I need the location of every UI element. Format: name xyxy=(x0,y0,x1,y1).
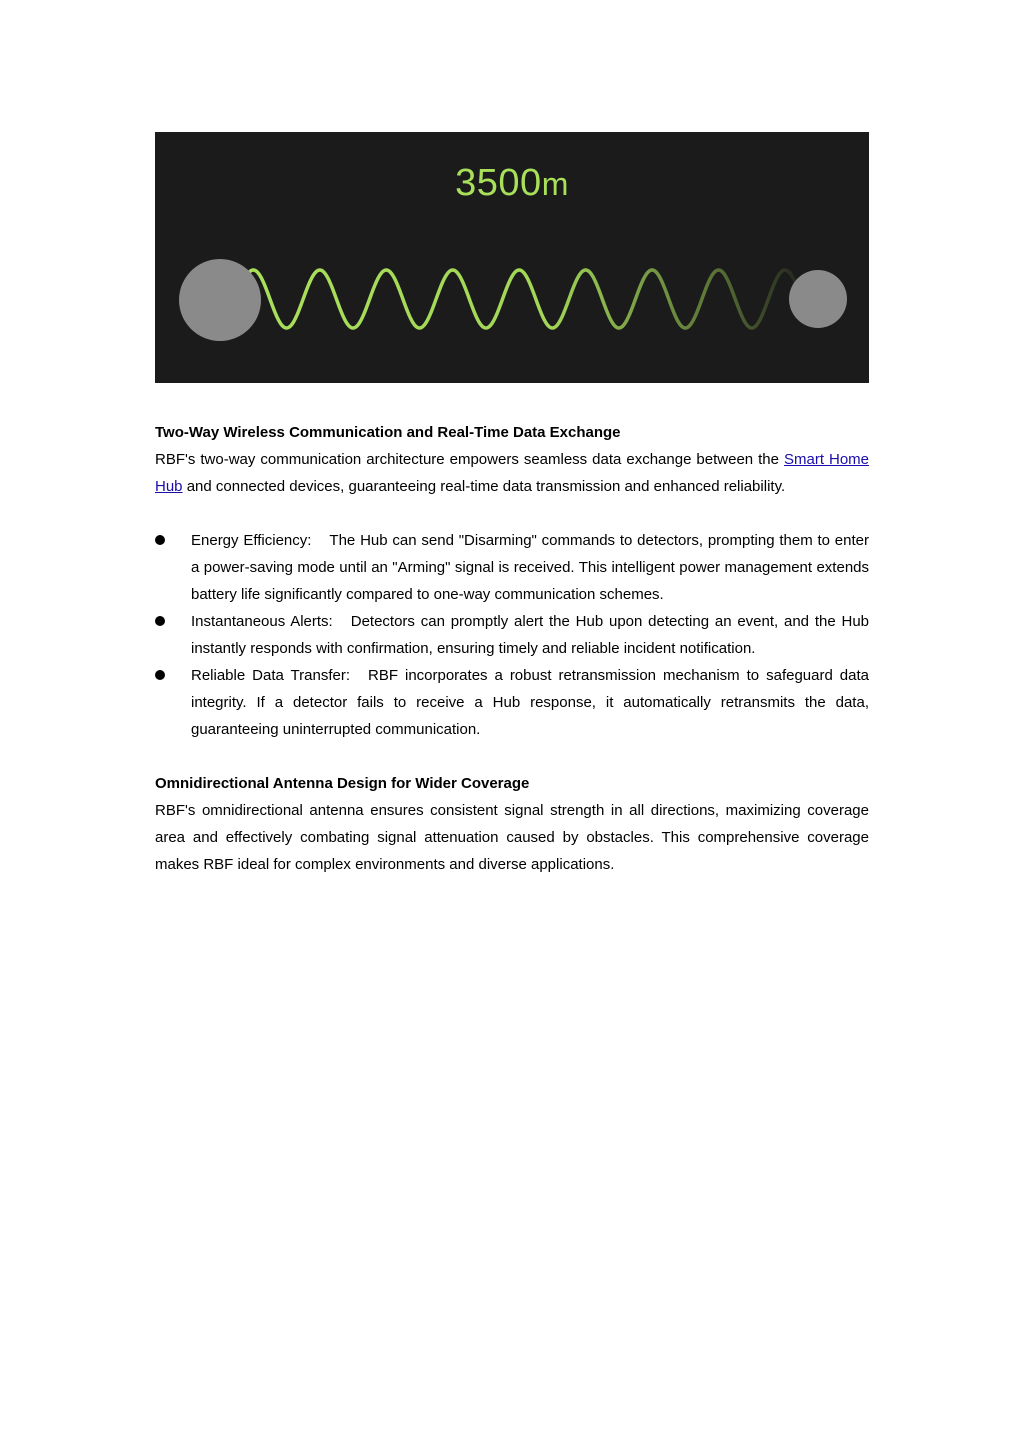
intro-text-start: RBF's two-way communication architecture empowers seamless data exchange between the xyxy=(155,451,784,468)
list-item xyxy=(155,662,869,743)
distance-value: 3500 xyxy=(455,162,542,204)
section-title: Omnidirectional Antenna Design for Wider Coverage xyxy=(155,775,530,792)
hub-node-icon xyxy=(179,259,261,341)
feature-text: Detectors can promptly alert the Hub upon detecting an event, and the Hub instantly responds with confirmation, ensuring timely and reliable incident notification. xyxy=(191,613,870,657)
section-title: Two-Way Wireless Communication and Real-Time Data Exchange xyxy=(155,424,621,441)
feature-label: Reliable Data Transfer: xyxy=(191,667,351,684)
distance-unit: m xyxy=(541,166,569,202)
distance-readout xyxy=(155,162,869,205)
detector-node-icon xyxy=(789,270,847,328)
signal-wave xyxy=(250,270,795,328)
list-item xyxy=(155,608,869,662)
smart-home-hub-link[interactable]: Smart Home Hub xyxy=(155,451,870,495)
bullet-icon xyxy=(155,535,165,545)
section-intro xyxy=(155,446,869,500)
document-page xyxy=(155,132,869,878)
bullet-icon xyxy=(155,616,165,626)
feature-list xyxy=(155,527,869,743)
section-omnidirectional-antenna xyxy=(155,770,869,878)
range-illustration xyxy=(155,132,869,383)
feature-label: Instantaneous Alerts: xyxy=(191,613,333,630)
feature-text: The Hub can send "Disarming" commands to detectors, prompting them to enter a power-saving mode until an "Arming" signal is received. This intelligent power management extends battery life significantly compared to one-way communication schemes. xyxy=(191,532,869,603)
section-two-way-communication xyxy=(155,419,869,743)
intro-text-end: and connected devices, guaranteeing real-time data transmission and enhanced reliability. xyxy=(182,478,786,495)
bullet-icon xyxy=(155,670,165,680)
feature-text: RBF incorporates a robust retransmission mechanism to safeguard data integrity. If a detector fails to receive a Hub response, it automatically retransmits the data, guaranteeing uninterrupted communication. xyxy=(191,667,869,738)
feature-label: Energy Efficiency: xyxy=(191,532,312,549)
list-item xyxy=(155,527,869,608)
section-body: RBF's omnidirectional antenna ensures consistent signal strength in all directions, maximizing coverage area and effectively combating signal attenuation caused by obstacles. This comprehensive coverage makes RBF ideal for complex environments and diverse applications. xyxy=(155,802,869,873)
